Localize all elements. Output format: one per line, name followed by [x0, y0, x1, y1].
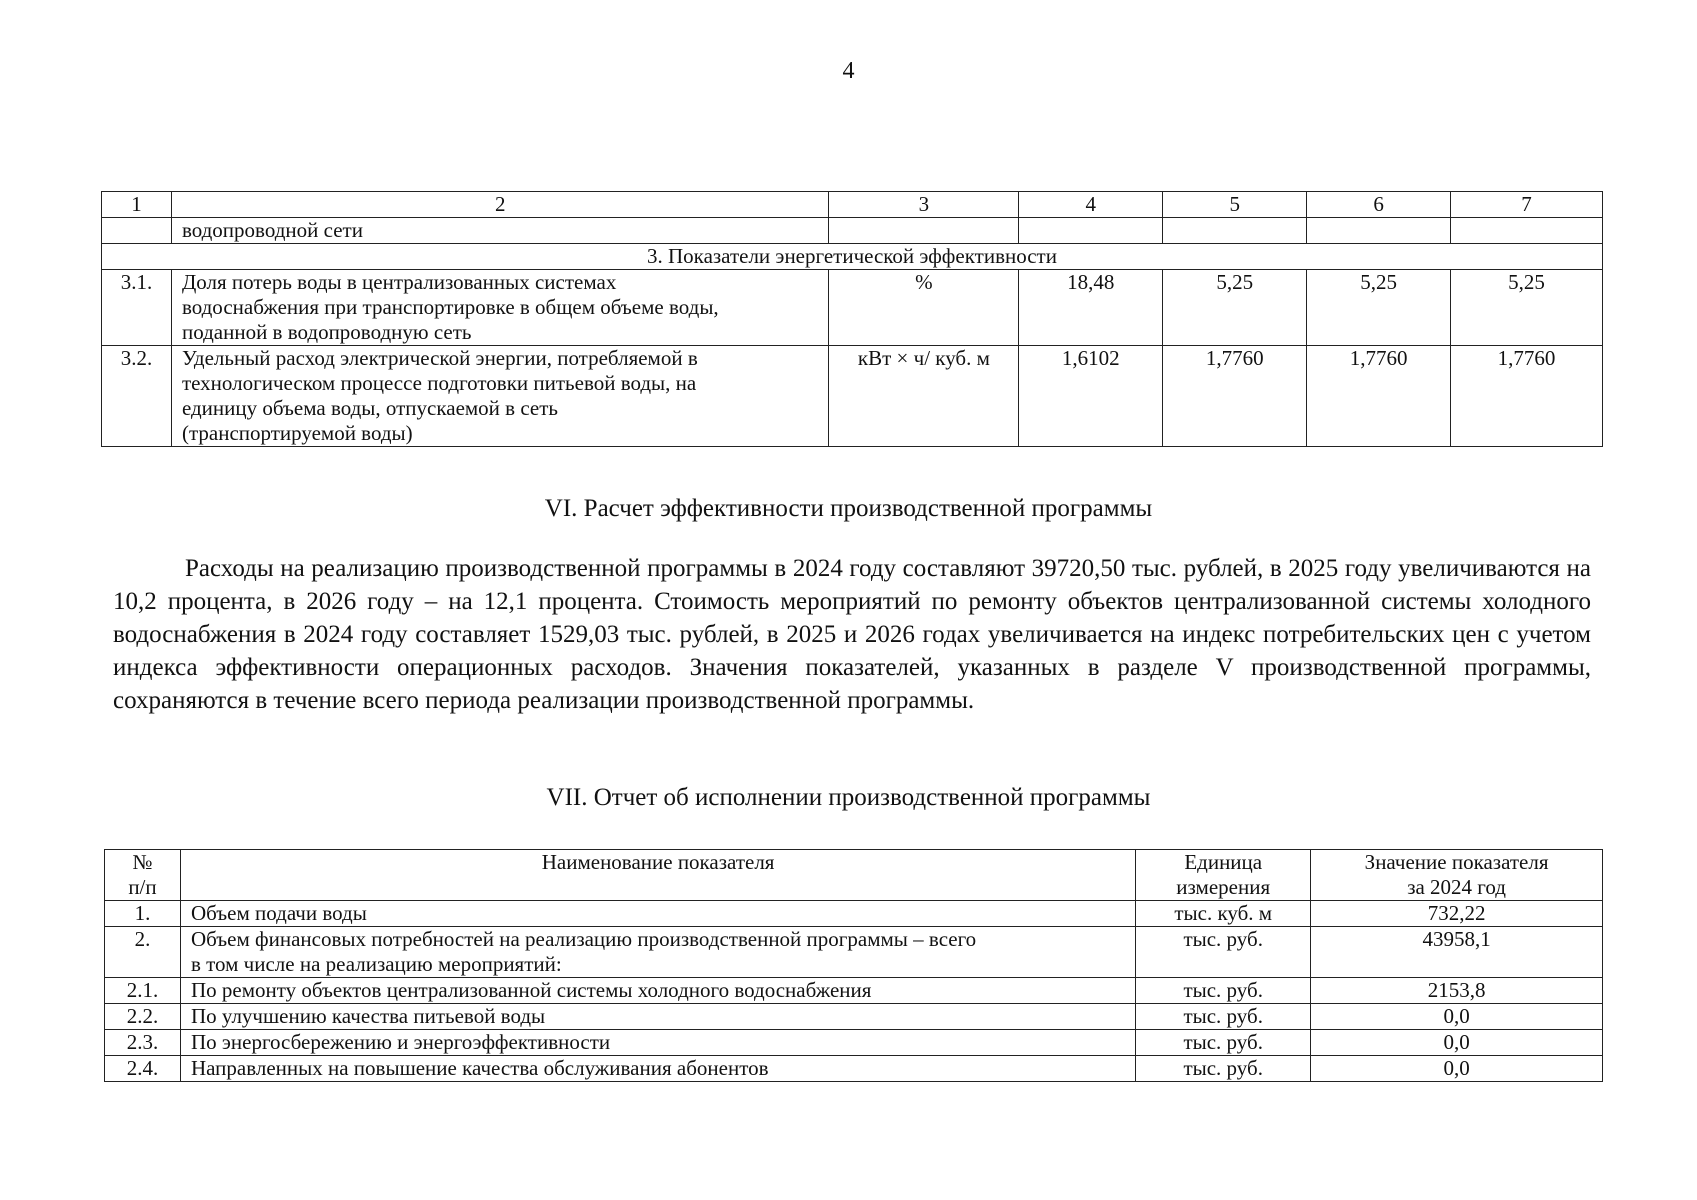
- text-line: технологическом процессе подготовки питьевой воды, на: [181, 371, 697, 395]
- table-row: [102, 346, 1603, 447]
- section-title: 3. Показатели энергетической эффективности: [102, 244, 1603, 270]
- table-header-row: [105, 850, 1603, 901]
- text-line: производственной программы.: [645, 687, 975, 714]
- value-cell: 43958,1: [1311, 927, 1603, 978]
- value-cell: 1,6102: [1019, 346, 1163, 447]
- value-cell: 5,25: [1307, 270, 1451, 346]
- section-7-title: VII. Отчет об исполнении производственной программы: [546, 784, 1151, 811]
- indicator-name: [171, 346, 829, 447]
- text-line: единицу объема воды, отпускаемой в сеть: [181, 396, 558, 420]
- header-cell: 5: [1163, 192, 1307, 218]
- empty-cell: [1451, 218, 1603, 244]
- header-cell: 7: [1451, 192, 1603, 218]
- text-line: Удельный расход электрической энергии, потребляемой в: [181, 346, 698, 370]
- row-number: 3.2.: [102, 346, 172, 447]
- value-cell: 0,0: [1311, 1030, 1603, 1056]
- section-6-title: VI. Расчет эффективности производственной программы: [544, 495, 1153, 522]
- header-cell: 3: [829, 192, 1019, 218]
- value-cell: 0,0: [1311, 1056, 1603, 1082]
- value-cell: 5,25: [1163, 270, 1307, 346]
- text-line: Доля потерь воды в централизованных системах: [181, 270, 617, 294]
- unit-cell: кВт × ч/ куб. м: [829, 346, 1019, 447]
- header-cell: 4: [1019, 192, 1163, 218]
- unit-cell: тыс. руб.: [1136, 1056, 1311, 1082]
- table-row: [105, 978, 1603, 1004]
- section-row: [102, 244, 1603, 270]
- text-line: увеличивается на индекс потребительских цен с учетом индекса эффективности операционных расходов. Значения: [113, 621, 1591, 681]
- text-line: в том числе на реализацию мероприятий:: [190, 952, 562, 976]
- empty-cell: [1163, 218, 1307, 244]
- indicators-table: [101, 191, 1603, 447]
- section-6-paragraph: [113, 552, 1591, 717]
- header-text: измерения: [1176, 875, 1271, 899]
- indicator-name: По энергосбережению и энергоэффективности: [180, 1030, 1135, 1056]
- table-row: [105, 1004, 1603, 1030]
- row-number: 2.3.: [105, 1030, 181, 1056]
- header-num: [105, 850, 181, 901]
- continued-text: водопроводной сети: [171, 218, 829, 244]
- table-row: [105, 927, 1603, 978]
- empty-cell: [1019, 218, 1163, 244]
- text-line: Объем финансовых потребностей на реализацию производственной программы – всего: [190, 927, 977, 951]
- header-cell: 1: [102, 192, 172, 218]
- page-number: 4: [842, 58, 855, 84]
- indicator-name: [180, 927, 1135, 978]
- indicator-name: По улучшению качества питьевой воды: [180, 1004, 1135, 1030]
- header-text: за 2024 год: [1407, 875, 1506, 899]
- header-cell: 2: [171, 192, 829, 218]
- header-value: [1311, 850, 1603, 901]
- value-cell: 1,7760: [1307, 346, 1451, 447]
- value-cell: 0,0: [1311, 1004, 1603, 1030]
- value-cell: 732,22: [1311, 901, 1603, 927]
- indicator-name: Направленных на повышение качества обслуживания абонентов: [180, 1056, 1135, 1082]
- indicator-name: [171, 270, 829, 346]
- unit-cell: тыс. руб.: [1136, 927, 1311, 978]
- table-header-row: [102, 192, 1603, 218]
- value-cell: 2153,8: [1311, 978, 1603, 1004]
- num-cell: [102, 218, 172, 244]
- row-number: 1.: [105, 901, 181, 927]
- row-number: 2.1.: [105, 978, 181, 1004]
- text-line: (транспортируемой воды): [181, 421, 413, 445]
- text-line: водоснабжения при транспортировке в общем объеме воды,: [181, 295, 719, 319]
- table-row: [105, 901, 1603, 927]
- value-cell: 18,48: [1019, 270, 1163, 346]
- table-row: [105, 1056, 1603, 1082]
- header-text: Единица: [1184, 850, 1263, 874]
- empty-cell: [1307, 218, 1451, 244]
- value-cell: 5,25: [1451, 270, 1603, 346]
- indicator-name: По ремонту объектов централизованной системы холодного водоснабжения: [180, 978, 1135, 1004]
- table-row: [102, 270, 1603, 346]
- text-line: увеличиваются на 10,2 процента, в 2026 году – на 12,1 процента. Стоимость мероприятий по ремонту объектов: [113, 555, 1592, 615]
- row-number: 2.2.: [105, 1004, 181, 1030]
- empty-cell: [829, 218, 1019, 244]
- value-cell: 1,7760: [1451, 346, 1603, 447]
- text-line: централизованной системы холодного водоснабжения в 2024 году составляет 1529,03 тыс. рублей, в 2025 и 2026 годах: [113, 588, 1591, 648]
- table-row: [105, 1030, 1603, 1056]
- row-number: 2.: [105, 927, 181, 978]
- header-text: №: [132, 850, 153, 874]
- unit-cell: %: [829, 270, 1019, 346]
- text-line: показателей, указанных в разделе V производственной программы, сохраняются в течение всего периода реализации: [113, 654, 1591, 714]
- header-cell: 6: [1307, 192, 1451, 218]
- row-number: 3.1.: [102, 270, 172, 346]
- value-cell: 1,7760: [1163, 346, 1307, 447]
- unit-cell: тыс. руб.: [1136, 978, 1311, 1004]
- row-number: 2.4.: [105, 1056, 181, 1082]
- unit-cell: тыс. руб.: [1136, 1030, 1311, 1056]
- header-text: Значение показателя: [1364, 850, 1549, 874]
- text-line: Расходы на реализацию производственной программы в 2024 году составляют 39720,50 тыс. рублей, в 2025 году: [185, 555, 1392, 582]
- header-text: п/п: [128, 875, 157, 899]
- report-table: [104, 849, 1603, 1082]
- table-row: [102, 218, 1603, 244]
- unit-cell: тыс. руб.: [1136, 1004, 1311, 1030]
- unit-cell: тыс. куб. м: [1136, 901, 1311, 927]
- indicator-name: Объем подачи воды: [180, 901, 1135, 927]
- header-unit: [1136, 850, 1311, 901]
- header-name: Наименование показателя: [180, 850, 1135, 901]
- text-line: поданной в водопроводную сеть: [181, 320, 472, 344]
